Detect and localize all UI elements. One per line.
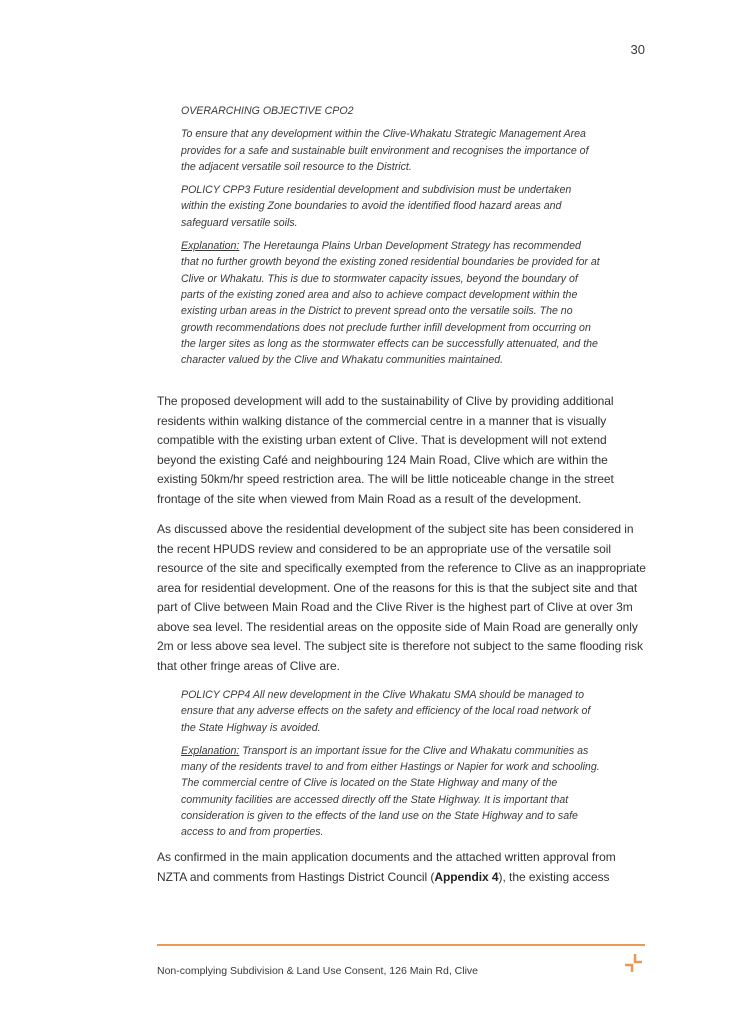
- objective-cpo2-block: [181, 103, 601, 368]
- company-logo-icon: [623, 953, 643, 973]
- page-number: 30: [630, 42, 645, 57]
- explanation-text: The Heretaunga Plains Urban Development Strategy has recommended that no further growth beyond the existing zoned residential boundaries be provided for at Clive or Whakatu. This is due to stormwater capacity issues, beyond the boundary of parts of the existing zoned area and also to achieve compact development within the existing urban areas in the District to prevent spread onto the versatile soils. The no growth recommendations does not preclude further infill development from occurring on the larger sites as long as the stormwater effects can be successfully attenuated, and the character valued by the Clive and Whakatu communities maintained.: [181, 240, 600, 367]
- policy-cpp3-explanation: [181, 238, 601, 368]
- explanation-label: Explanation:: [181, 744, 240, 757]
- body-paragraph: The proposed development will add to the sustainability of Clive by providing additional residents within walking distance of the commercial centre in a manner that is visually compatible with the existing urban extent of Clive. That is development will not extend beyond the existing Café and neighbouring 124 Main Road, Clive which are within the existing 50km/hr speed restriction area. The will be little noticeable change in the street frontage of the site when viewed from Main Road as a result of the development.: [157, 394, 614, 506]
- footer-divider: [157, 944, 645, 946]
- body-paragraph: As discussed above the residential development of the subject site has been considered in the recent HPUDS review and considered to be an appropriate use of the versatile soil resource of the site and specifically exempted from the reference to Clive as an inappropriate area for residential development. One of the reasons for this is that the subject site and that part of Clive between Main Road and the Clive River is the highest part of Clive at over 3m above sea level. The residential areas on the opposite side of Main Road are generally only 2m or less above sea level. The subject site is therefore not subject to the same flooding risk that other fringe areas of Clive are.: [157, 522, 646, 673]
- policy-cpp4-block: [181, 687, 601, 841]
- objective-text: To ensure that any development within the Clive-Whakatu Strategic Management Area provides for a safe and sustainable built environment and recognises the importance of the adjacent versatile soil resource to the District.: [181, 128, 589, 173]
- policy-cpp3-text: POLICY CPP3 Future residential development and subdivision must be undertaken within the existing Zone boundaries to avoid the identified flood hazard areas and safeguard versatile soils.: [181, 184, 572, 229]
- paragraph-text: As confirmed in the main application documents and the attached written approval from NZTA and comments from Hastings District Council (: [157, 850, 616, 884]
- body-paragraph: [157, 848, 647, 887]
- appendix-reference: Appendix 4: [434, 869, 499, 884]
- explanation-text: Transport is an important issue for the Clive and Whakatu communities as many of the residents travel to and from either Hastings or Napier for work and schooling. The commercial centre of Clive is located on the State Highway and many of the community facilities are accessed directly off the State Highway. It is important that consideration is given to the effects of the land use on the State Highway and to safe access to and from properties.: [181, 744, 600, 839]
- objective-heading: OVERARCHING OBJECTIVE CPO2: [181, 105, 354, 117]
- paragraph-text: ), the existing access: [498, 869, 610, 884]
- footer-text: Non-complying Subdivision & Land Use Consent, 126 Main Rd, Clive: [157, 965, 478, 977]
- policy-cpp4-text: POLICY CPP4 All new development in the Clive Whakatu SMA should be managed to ensure that any adverse effects on the safety and efficiency of the local road network of the State Highway is avoided.: [181, 689, 591, 734]
- explanation-label: Explanation:: [181, 240, 240, 253]
- policy-cpp4-explanation: [181, 743, 601, 841]
